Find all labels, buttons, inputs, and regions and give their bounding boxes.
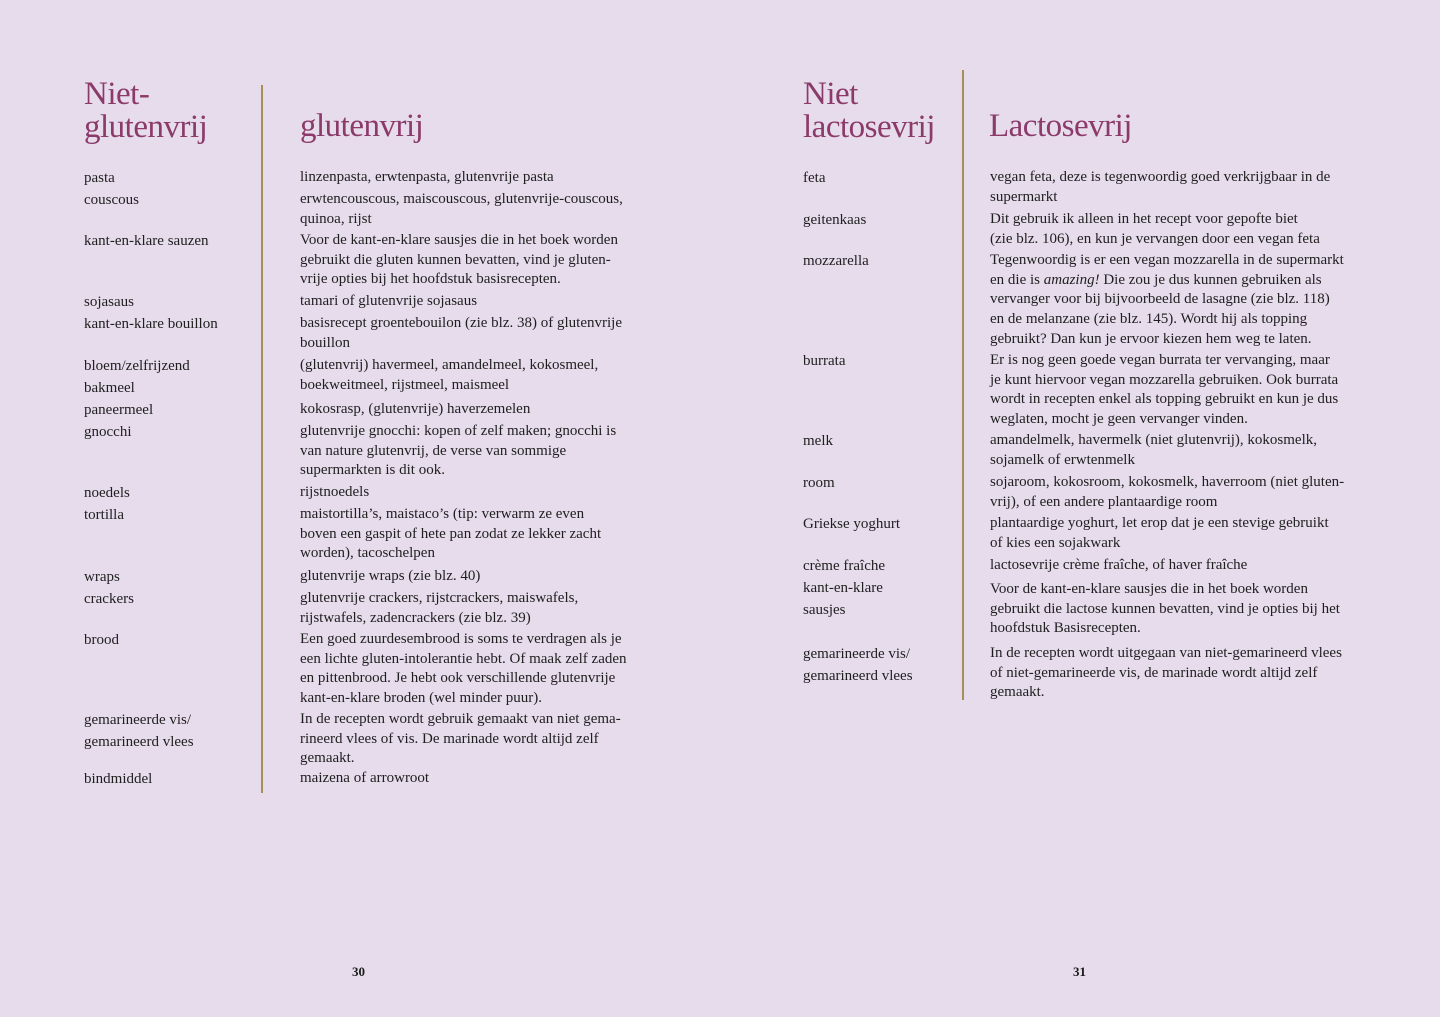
desc-text: Die zou je dus kunnen gebruiken als vervanger voor bij bijvoorbeeld de lasagne (zie blz. 118) en de melanzane (zie blz. 145). Wordt hij als topping gebruikt? Dan kun je ervoor kiezen hem weg te laten.: [990, 271, 1330, 347]
row-label: brood: [84, 632, 119, 648]
row-desc: glutenvrije wraps (zie blz. 40): [300, 568, 481, 584]
row-label: mozzarella: [803, 253, 869, 269]
column-divider: [962, 70, 964, 700]
row-desc: (glutenvrij) havermeel, amandelmeel, kokosmeel, boekweitmeel, rijstmeel, maismeel: [300, 357, 599, 393]
row-desc: maizena of arrowroot: [300, 770, 430, 786]
row-label: kant-en-klare sauzen: [84, 233, 209, 249]
row-desc: glutenvrije crackers, rijstcrackers, maiswafels, rijstwafels, zadencrackers (zie blz. 39): [300, 590, 579, 626]
row-label: gnocchi: [84, 424, 132, 440]
heading-niet-lactosevrij: Niet lactosevrij: [803, 76, 935, 145]
row-desc: plantaardige yoghurt, let erop dat je een stevige gebruikt of kies een sojakwark: [990, 515, 1329, 551]
row-label: tortilla: [84, 507, 124, 523]
row-label: feta: [803, 170, 826, 186]
row-desc: amandelmelk, havermelk (niet glutenvrij), kokosmelk, sojamelk of erwtenmelk: [990, 432, 1317, 468]
row-label: wraps: [84, 569, 120, 585]
heading-niet-glutenvrij: Niet- glutenvrij: [84, 76, 208, 145]
row-desc: Voor de kant-en-klare sausjes die in het boek worden gebruikt die gluten kunnen bevatten, vind je gluten- vrije opties bij het hoofdstuk basisrecepten.: [300, 232, 618, 288]
heading-lactosevrij: Lactosevrij: [989, 108, 1132, 144]
row-label: pasta: [84, 170, 115, 186]
page-number: 30: [352, 964, 365, 979]
row-label: bindmiddel: [84, 771, 153, 787]
row-label: melk: [803, 433, 833, 449]
row-desc: In de recepten wordt gebruik gemaakt van niet gema- rineerd vlees of vis. De marinade wordt altijd zelf gemaakt.: [300, 711, 621, 767]
row-label: paneermeel: [84, 402, 154, 418]
row-desc: vegan feta, deze is tegenwoordig goed verkrijgbaar in de supermarkt: [990, 169, 1331, 205]
row-desc: Er is nog geen goede vegan burrata ter vervanging, maar je kunt hiervoor vegan mozzarella gebruiken. Ook burrata wordt in recepten enkel als topping gebruikt en kun je dus weglaten, mocht je geen vervanger vinden.: [990, 352, 1339, 428]
row-desc: Dit gebruik ik alleen in het recept voor gepofte biet (zie blz. 106), en kun je vervangen door een vegan feta: [990, 211, 1320, 247]
row-label: bloem/zelfrijzend bakmeel: [84, 358, 190, 396]
row-desc: In de recepten wordt uitgegaan van niet-gemarineerd vlees of niet-gemarineerde vis, de marinade wordt altijd zelf gemaakt.: [990, 645, 1342, 701]
row-desc: tamari of glutenvrije sojasaus: [300, 293, 478, 309]
row-desc: [990, 251, 1344, 350]
desc-emphasis: amazing!: [1043, 271, 1100, 288]
row-label: kant-en-klare sausjes: [803, 580, 883, 618]
row-label: crackers: [84, 591, 134, 607]
row-label: geitenkaas: [803, 212, 867, 228]
row-label: kant-en-klare bouillon: [84, 316, 218, 332]
row-desc: rijstnoedels: [300, 484, 370, 500]
row-label: couscous: [84, 192, 139, 208]
row-desc: glutenvrije gnocchi: kopen of zelf maken; gnocchi is van nature glutenvrij, de verse van sommige supermarkten is dit ook.: [300, 423, 617, 479]
row-desc: lactosevrije crème fraîche, of haver fraîche: [990, 557, 1248, 573]
heading-glutenvrij: glutenvrij: [300, 108, 424, 144]
row-label: gemarineerde vis/ gemarineerd vlees: [803, 646, 913, 684]
desc-text: Tegenwoordig is er een vegan mozzarella in de supermarkt en die is: [990, 252, 1344, 288]
row-label: room: [803, 475, 835, 491]
row-label: crème fraîche: [803, 558, 886, 574]
row-desc: Een goed zuurdesembrood is soms te verdragen als je een lichte gluten-intolerantie hebt. Of maak zelf zaden en pittenbrood. Je hebt ook verschillende glutenvrije kant-en-klare broden (wel minder puur).: [300, 631, 627, 707]
row-label: gemarineerde vis/ gemarineerd vlees: [84, 712, 194, 750]
row-label: noedels: [84, 485, 130, 501]
row-label: burrata: [803, 353, 846, 369]
row-desc: sojaroom, kokosroom, kokosmelk, haverroom (niet gluten- vrij), of een andere plantaardige room: [990, 474, 1345, 510]
row-desc: maistortilla’s, maistaco’s (tip: verwarm ze even boven een gaspit of hete pan zodat ze lekker zacht worden), tacoschelpen: [300, 506, 602, 562]
row-label: sojasaus: [84, 294, 134, 310]
page-number: 31: [1073, 964, 1086, 979]
right-page: [720, 0, 1440, 1017]
column-divider: [261, 85, 263, 793]
row-label: Griekse yoghurt: [803, 516, 901, 532]
row-desc: erwtencouscous, maiscouscous, glutenvrije-couscous, quinoa, rijst: [300, 191, 623, 227]
row-desc: kokosrasp, (glutenvrije) haverzemelen: [300, 401, 531, 417]
row-desc: linzenpasta, erwtenpasta, glutenvrije pasta: [300, 169, 554, 185]
row-desc: Voor de kant-en-klare sausjes die in het boek worden gebruikt die lactose kunnen bevatten, vind je opties bij het hoofdstuk Basisrecepten.: [990, 581, 1340, 637]
row-desc: basisrecept groentebouilon (zie blz. 38) of glutenvrije bouillon: [300, 315, 622, 351]
